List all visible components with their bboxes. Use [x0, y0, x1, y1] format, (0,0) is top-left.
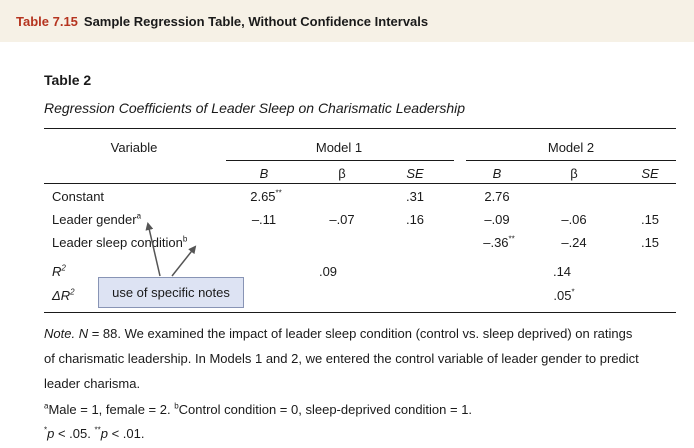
- banner-table-number: Table 7.15: [16, 14, 78, 29]
- row-gender-label: Leader gender$^a$: [52, 211, 142, 227]
- row-constant-m1-b: 2.65**: [250, 188, 282, 204]
- row-gender-m1-beta: –.07: [329, 212, 355, 227]
- probability-notes: *p < .05. **p < .01.: [44, 425, 145, 441]
- row-gender-m2-b: –.09: [484, 212, 510, 227]
- arrow-to-sleep-note: [172, 247, 195, 276]
- general-note-line-2: of charismatic leadership. In Models 1 and 2, we entered the control variable of leader gender to predict: [44, 351, 639, 366]
- general-note-line-3: leader charisma.: [44, 376, 141, 391]
- header-m2-se: SE: [641, 166, 659, 181]
- header-m1-beta: β: [338, 166, 346, 181]
- header-m2-b: B: [492, 166, 502, 181]
- row-sleep-m2-b: –.36**: [483, 234, 515, 250]
- row-constant-m1-se: .31: [405, 189, 425, 204]
- row-r2-m1: .09: [318, 264, 338, 279]
- row-constant-m2-b: 2.76: [484, 189, 510, 204]
- table-label: Table 2: [44, 72, 92, 88]
- row-sleep-label: Leader sleep condition$^b$: [52, 234, 188, 250]
- general-note-line-1: Note. N = 88. We examined the impact of leader sleep condition (control vs. sleep deprived) on ratings: [44, 326, 633, 341]
- header-model1: Model 1: [315, 140, 363, 155]
- row-gender-m2-se: .15: [640, 212, 660, 227]
- row-dr2-label: $\Delta R^2$: [52, 287, 75, 303]
- specific-notes-callout: use of specific notes: [98, 277, 244, 308]
- row-constant-label: Constant: [52, 189, 105, 204]
- row-r2-label: $R^2$: [52, 263, 66, 279]
- header-m2-beta: β: [570, 166, 578, 181]
- specific-notes: $^a$Male = 1, female = 2. $^b$Control condition = 0, sleep-deprived condition = 1.: [44, 401, 473, 417]
- row-gender-m1-se: .16: [405, 212, 425, 227]
- row-sleep-m2-se: .15: [640, 235, 660, 250]
- row-r2-m2: .14: [552, 264, 572, 279]
- header-variable: Variable: [110, 140, 158, 155]
- table-title: Regression Coefficients of Leader Sleep on Charismatic Leadership: [44, 100, 466, 116]
- header-model2: Model 2: [547, 140, 595, 155]
- row-sleep-m2-beta: –.24: [561, 235, 587, 250]
- arrow-to-gender-note: [148, 224, 160, 276]
- header-m1-se: SE: [406, 166, 424, 181]
- banner-table-title: Sample Regression Table, Without Confidence Intervals: [83, 14, 429, 29]
- row-gender-m2-beta: –.06: [561, 212, 587, 227]
- row-gender-m1-b: –.11: [251, 212, 277, 227]
- header-m1-b: B: [259, 166, 269, 181]
- row-dr2-m2: .05*: [553, 287, 575, 303]
